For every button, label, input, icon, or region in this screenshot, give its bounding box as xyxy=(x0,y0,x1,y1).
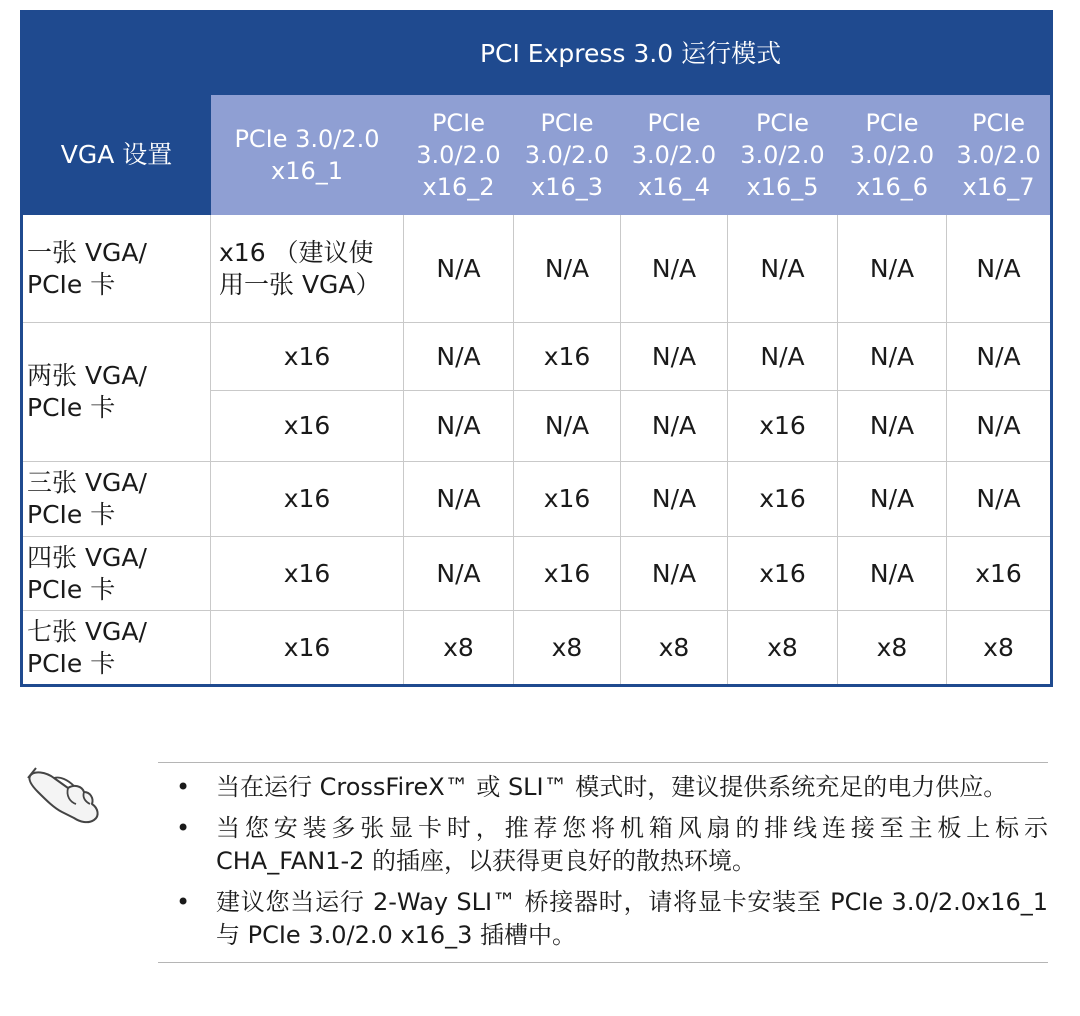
table-cell: N/A xyxy=(404,537,514,611)
table-cell: N/A xyxy=(947,215,1052,323)
table-cell: N/A xyxy=(947,323,1052,391)
column-header: PCIe 3.0/2.0 x16_7 xyxy=(947,95,1052,215)
table-cell: N/A xyxy=(728,323,838,391)
table-cell: x16 xyxy=(514,537,621,611)
table-cell: N/A xyxy=(728,215,838,323)
table-row xyxy=(22,462,1052,537)
corner-cell xyxy=(22,12,211,95)
row-header: VGA 设置 xyxy=(22,95,211,215)
row-label: 一张 VGA/ PCIe 卡 xyxy=(22,215,211,323)
note-text: 当在运行 CrossFireX™ 或 SLI™ 模式时，建议提供系统充足的电力供应。 xyxy=(216,773,1008,801)
note-text: 建议您当运行 2-Way SLI™ 桥接器时，请将显卡安装至 PCIe 3.0/2.0x16_1 与 PCIe 3.0/2.0 x16_3 插槽中。 xyxy=(216,888,1048,949)
table-cell: x16 xyxy=(514,323,621,391)
table-row xyxy=(22,611,1052,686)
column-header: PCIe 3.0/2.0 x16_2 xyxy=(404,95,514,215)
row-label: 三张 VGA/ PCIe 卡 xyxy=(22,462,211,537)
table-cell: N/A xyxy=(404,462,514,537)
bullet: • xyxy=(176,814,191,842)
table-row xyxy=(22,537,1052,611)
table-cell: x8 xyxy=(404,611,514,686)
table-cell: x16 xyxy=(947,537,1052,611)
note-item xyxy=(158,771,1048,804)
table-cell: x8 xyxy=(947,611,1052,686)
row-label: 两张 VGA/ PCIe 卡 xyxy=(22,323,211,462)
table-cell: x16 xyxy=(211,611,404,686)
table-cell: N/A xyxy=(838,323,947,391)
table-cell: N/A xyxy=(621,215,728,323)
table-cell: x16 xyxy=(211,323,404,391)
pcie-mode-table xyxy=(20,10,1053,687)
row-label: 四张 VGA/ PCIe 卡 xyxy=(22,537,211,611)
table-cell: N/A xyxy=(621,462,728,537)
table-cell: N/A xyxy=(838,391,947,462)
table-cell: x16 xyxy=(728,537,838,611)
note-text: 当您安装多张显卡时，推荐您将机箱风扇的排线连接至主板上标示 CHA_FAN1-2 的插座，以获得更良好的散热环境。 xyxy=(216,814,1048,875)
table-cell: N/A xyxy=(621,391,728,462)
bullet: • xyxy=(176,773,191,801)
row-label: 七张 VGA/ PCIe 卡 xyxy=(22,611,211,686)
note-item xyxy=(158,812,1048,878)
column-header: PCIe 3.0/2.0 x16_5 xyxy=(728,95,838,215)
column-header: PCIe 3.0/2.0 x16_3 xyxy=(514,95,621,215)
table-cell: N/A xyxy=(514,215,621,323)
table-cell: x16 xyxy=(728,391,838,462)
table-cell: N/A xyxy=(621,323,728,391)
table-cell: x8 xyxy=(514,611,621,686)
table-cell: N/A xyxy=(514,391,621,462)
table-row xyxy=(22,323,1052,391)
pointing-hand-icon xyxy=(24,762,108,830)
group-header: PCI Express 3.0 运行模式 xyxy=(211,12,1052,95)
table-cell: N/A xyxy=(838,215,947,323)
notes-list xyxy=(158,762,1048,963)
table-row xyxy=(22,215,1052,323)
column-header: PCIe 3.0/2.0 x16_6 xyxy=(838,95,947,215)
table-cell: x16 （建议使 用一张 VGA） xyxy=(211,215,404,323)
table-cell: x8 xyxy=(621,611,728,686)
column-header: PCIe 3.0/2.0 x16_1 xyxy=(211,95,404,215)
table-cell: x16 xyxy=(211,391,404,462)
bullet: • xyxy=(176,888,191,916)
table-cell: x16 xyxy=(728,462,838,537)
table-cell: N/A xyxy=(947,391,1052,462)
table-cell: x16 xyxy=(211,537,404,611)
table-cell: N/A xyxy=(404,323,514,391)
table-cell: N/A xyxy=(404,215,514,323)
note-item xyxy=(158,886,1048,952)
table-cell: x16 xyxy=(211,462,404,537)
table-cell: N/A xyxy=(947,462,1052,537)
table-cell: N/A xyxy=(838,537,947,611)
column-header: PCIe 3.0/2.0 x16_4 xyxy=(621,95,728,215)
table-cell: x8 xyxy=(728,611,838,686)
table-cell: x8 xyxy=(838,611,947,686)
table-cell: x16 xyxy=(514,462,621,537)
table-cell: N/A xyxy=(838,462,947,537)
table-cell: N/A xyxy=(404,391,514,462)
table-cell: N/A xyxy=(621,537,728,611)
